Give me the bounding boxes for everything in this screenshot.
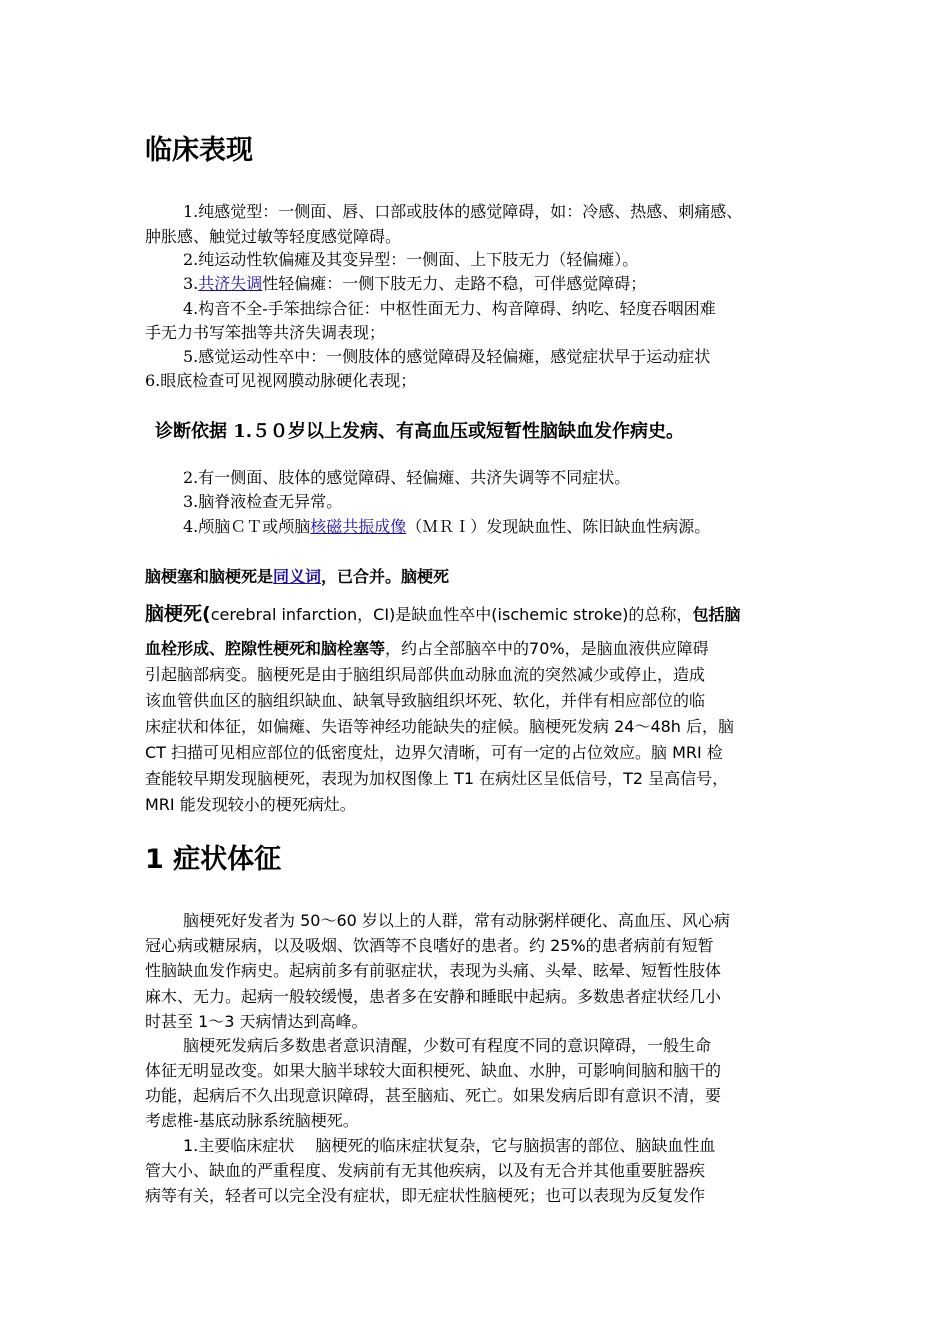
infarction-types: 血栓形成、腔隙性梗死和脑栓塞等: [145, 639, 386, 658]
infarction-share: ，约占全部脑卒中的70%，是脑血液供应障碍: [385, 639, 709, 658]
section-title-clinical: 临床表现: [145, 135, 253, 166]
infarction-includes: 包括脑: [692, 605, 741, 624]
diagnosis-item-3: 3.脑脊液检查无异常。: [183, 492, 343, 511]
symptoms-p3-line-2: 管大小、缺血的严重程度、发病前有无其他疾病，以及有无合并其他重要脏器疾: [145, 1161, 706, 1180]
symptoms-p1-line-3: 性脑缺血发作病史。起病前多有前驱症状，表现为头痛、头晕、眩晕、短暂性肢体: [145, 961, 722, 980]
clinical-item-1a: 1.纯感觉型：一侧面、唇、口部或肢体的感觉障碍，如：冷感、热感、刺痛感、: [183, 202, 743, 221]
symptoms-p1-line-4: 麻木、无力。起病一般较缓慢，患者多在安静和睡眠中起病。多数患者症状经几小: [145, 987, 722, 1006]
diagnosis-item-4-post: （ＭＲＩ）发现缺血性、陈旧缺血性病源。: [406, 517, 711, 536]
infarction-line-2: [145, 637, 709, 661]
infarction-line-7: 查能较早期发现脑梗死，表现为加权图像上 T1 在病灶区呈低信号，T2 呈高信号，: [145, 769, 729, 788]
diagnosis-item-4-pre: 4.颅脑ＣＴ或颅脑: [183, 517, 311, 536]
clinical-item-1b: 肿胀感、触觉过敏等轻度感觉障碍。: [145, 227, 402, 246]
infarction-line-8: MRI 能发现较小的梗死病灶。: [145, 795, 356, 814]
diagnosis-item-2: 2.有一侧面、肢体的感觉障碍、轻偏瘫、共济失调等不同症状。: [183, 468, 631, 487]
clinical-item-2: 2.纯运动性软偏瘫及其变异型：一侧面、上下肢无力（轻偏瘫）。: [183, 250, 639, 269]
symptoms-p1-line-1: 脑梗死好发者为 50～60 岁以上的人群，常有动脉粥样硬化、高血压、风心病: [183, 911, 730, 930]
symptoms-p2-line-1: 脑梗死发病后多数患者意识清醒，少数可有程度不同的意识障碍，一般生命: [183, 1036, 712, 1055]
symptoms-p1-line-2: 冠心病或糖尿病，以及吸烟、饮酒等不良嗜好的患者。约 25%的患者病前有短暂: [145, 936, 714, 955]
infarction-line-4: 该血管供血区的脑组织缺血、缺氧导致脑组织坏死、软化，并伴有相应部位的临: [145, 691, 706, 710]
symptoms-p3-line-3: 病等有关，轻者可以完全没有症状，即无症状性脑梗死；也可以表现为反复发作: [145, 1186, 706, 1205]
symptoms-p1-line-5: 时甚至 1～3 天病情达到高峰。: [145, 1012, 368, 1031]
infarction-term: 脑梗死(: [145, 603, 211, 625]
synonym-note: [145, 565, 449, 589]
clinical-item-4a: 4.构音不全-手笨拙综合征：中枢性面无力、构音障碍、纳吃、轻度吞咽困难: [183, 299, 716, 318]
diagnosis-item-4: [183, 515, 710, 539]
section-title-symptoms: 1 症状体征: [145, 844, 282, 875]
clinical-item-3-text: 性轻偏瘫：一侧下肢无力、走路不稳，可伴感觉障碍；: [262, 274, 647, 293]
symptoms-p2-line-2: 体征无明显改变。如果大脑半球较大面积梗死、缺血、水肿，可影响间脑和脑干的: [145, 1061, 722, 1080]
clinical-item-6: 6.眼底检查可见视网膜动脉硬化表现；: [145, 371, 417, 390]
infarction-line-5: 床症状和体征，如偏瘫、失语等神经功能缺失的症候。脑梗死发病 24～48h 后，脑: [145, 717, 735, 736]
synonym-pre: 脑梗塞和脑梗死是: [145, 567, 274, 586]
clinical-item-3-num: 3.: [183, 274, 199, 293]
infarction-def: cerebral infarction，CI)是缺血性卒中(ischemic stroke)的总称，: [210, 605, 693, 624]
clinical-item-3: [183, 272, 646, 296]
link-mri[interactable]: 核磁共振成像: [310, 517, 407, 536]
symptoms-p3-line-1: 1.主要临床症状 脑梗死的临床症状复杂，它与脑损害的部位、脑缺血性血: [183, 1136, 716, 1155]
link-synonym[interactable]: 同义词: [273, 567, 322, 586]
infarction-line-1: [145, 600, 807, 629]
infarction-line-3: 引起脑部病变。脑梗死是由于脑组织局部供血动脉血流的突然减少或停止，造成: [145, 665, 706, 684]
diagnosis-heading: 诊断依据 1.５０岁以上发病、有高血压或短暂性脑缺血发作病史。: [155, 421, 685, 442]
clinical-item-4b: 手无力书写笨拙等共济失调表现；: [145, 323, 386, 342]
symptoms-p2-line-3: 功能，起病后不久出现意识障碍，甚至脑疝、死亡。如果发病后即有意识不清，要: [145, 1086, 722, 1105]
infarction-line-6: CT 扫描可见相应部位的低密度灶，边界欠清晰，可有一定的占位效应。脑 MRI 检: [145, 743, 723, 762]
synonym-post: ，已合并。脑梗死: [321, 567, 450, 586]
link-ataxia[interactable]: 共济失调: [198, 274, 263, 293]
symptoms-p2-line-4: 考虑椎-基底动脉系统脑梗死。: [145, 1111, 359, 1130]
clinical-item-5: 5.感觉运动性卒中：一侧肢体的感觉障碍及轻偏瘫，感觉症状早于运动症状: [183, 347, 711, 366]
